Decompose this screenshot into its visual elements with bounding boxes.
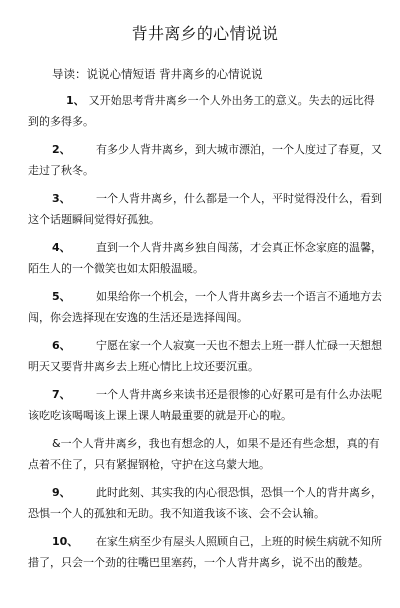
- intro-line: [52, 66, 382, 82]
- paragraph-item: [28, 335, 382, 377]
- paragraph-number: 1、: [66, 94, 85, 107]
- paragraph-item: [28, 139, 382, 181]
- paragraph-number: 4、: [52, 241, 71, 254]
- paragraph-text: 一个人背井离乡来读书还是很惨的心好累可是有什么办法呢该吃吃该喝喝该上课上课人呐最重要的就是开心的啦。: [28, 388, 382, 422]
- paragraph-number: 2、: [52, 143, 71, 156]
- paragraph-text: 在家生病至少有屋头人照顾自己，上班的时候生病就不知所措了，只会一个劲的往嘴巴里塞药，一个人背井离乡，说不出的酸楚。: [28, 535, 382, 569]
- paragraph-text: 如果给你一个机会，一个人背井离乡去一个语言不通地方去闯，你会选择现在安逸的生活还是选择闯闯。: [28, 290, 382, 324]
- paragraph-item: [28, 286, 382, 328]
- paragraph-text: 宁愿在家一个人寂寞一天也不想去上班一群人忙碌一天想想明天又要背井离乡去上班心情比上坟还要沉重。: [28, 339, 382, 373]
- paragraph-item: [28, 433, 382, 475]
- paragraph-list: [28, 90, 382, 573]
- paragraph-number: 3、: [52, 192, 71, 205]
- paragraph-text: 有多少人背井离乡，到大城市漂泊，一个人度过了春夏，又走过了秋冬。: [28, 143, 382, 177]
- paragraph-item: [28, 90, 382, 132]
- paragraph-number: 5、: [52, 290, 71, 303]
- paragraph-number: 6、: [52, 339, 71, 352]
- paragraph-number: 9、: [52, 486, 71, 499]
- paragraph-text: &一个人背井离乡，我也有想念的人，如果不是还有些念想，真的有点着不住了，只有紧握钢枪，守护在这乌蒙大地。: [28, 437, 380, 471]
- paragraph-text: 直到一个人背井离乡独自闯荡，才会真正怀念家庭的温馨，陌生人的一个微笑也如太阳般温暖。: [28, 241, 382, 275]
- paragraph-text: 又开始思考背井离乡一个人外出务工的意义。失去的远比得到的多得多。: [28, 94, 375, 128]
- paragraph-text: 一个人背井离乡，什么都是一个人，平时觉得没什么，看到这个话题瞬间觉得好孤独。: [28, 192, 382, 226]
- paragraph-text: 此时此刻、其实我的内心很恐惧，恐惧一个人的背井离乡，恐惧一个人的孤独和无助。我不知道我该不该、会不会认输。: [28, 486, 382, 520]
- intro-text: 说说心情短语 背井离乡的心情说说: [86, 67, 263, 81]
- paragraph-item: [28, 482, 382, 524]
- paragraph-item: [28, 188, 382, 230]
- paragraph-item: [28, 531, 382, 573]
- intro-label: 导读：: [52, 67, 87, 81]
- paragraph-number: 10、: [52, 535, 79, 548]
- paragraph-number: 7、: [52, 388, 71, 401]
- paragraph-item: [28, 384, 382, 426]
- paragraph-item: [28, 237, 382, 279]
- page-title: 背井离乡的心情说说: [131, 24, 279, 43]
